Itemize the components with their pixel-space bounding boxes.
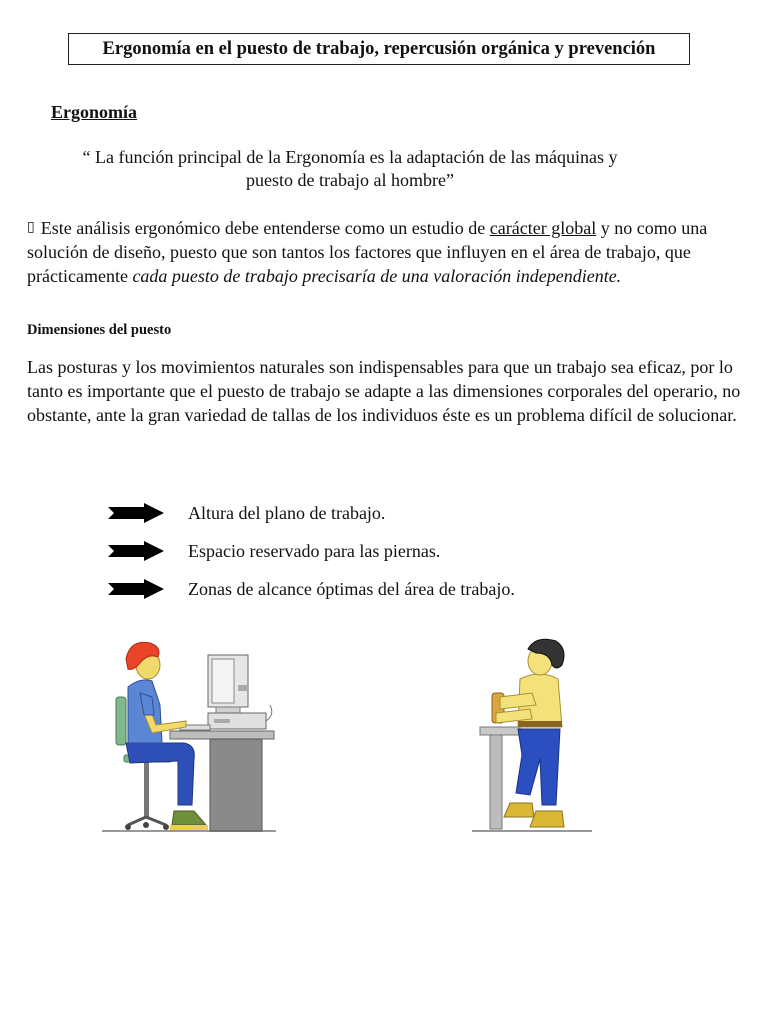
document-title-box [68,33,690,65]
missing-glyph-bullet-icon: ▯ [27,220,35,235]
list-item: Espacio reservado para las piernas. [108,532,515,570]
underlined-text: carácter global [489,218,597,238]
quote-line-1: “ La función principal de la Ergonomía es la adaptación de las máquinas y [82,147,618,167]
seated-worker-illustration [100,635,280,835]
arrow-right-icon [108,579,164,599]
section-title-ergonomia: Ergonomía [51,102,138,122]
subsection-title: Dimensiones del puesto [27,322,172,338]
document-title: Ergonomía en el puesto de trabajo, repercusión orgánica y prevención [102,38,656,59]
arrow-list [108,494,515,608]
list-item: Altura del plano de trabajo. [108,494,515,532]
arrow-right-icon [108,541,164,561]
arrow-right-icon [108,503,164,523]
standing-worker-illustration [470,635,595,835]
paragraph-dimensions: Las posturas y los movimientos naturales son indispensables para que un trabajo sea eficaz, por lo tanto es importante que el puesto de trabajo se adapte a las dimensiones corporales del operario, no obstante, ante la gran variedad de tallas de los individuos éste es un problema difícil de solucionar. [27,357,741,425]
quote [30,146,670,192]
paragraph-analysis: ▯ Este análisis ergonómico debe entenderse como un estudio de carácter global y no como una solución de diseño, puesto que son tantos los factores que influyen en el área de trabajo, que prácticamente cada puesto de trabajo precisaría de una valoración independiente. [27,218,708,286]
list-item: Zonas de alcance óptimas del área de trabajo. [108,570,515,608]
italic-text: cada puesto de trabajo precisaría de una valoración independiente. [132,266,622,286]
quote-line-2: puesto de trabajo al hombre” [246,170,454,190]
